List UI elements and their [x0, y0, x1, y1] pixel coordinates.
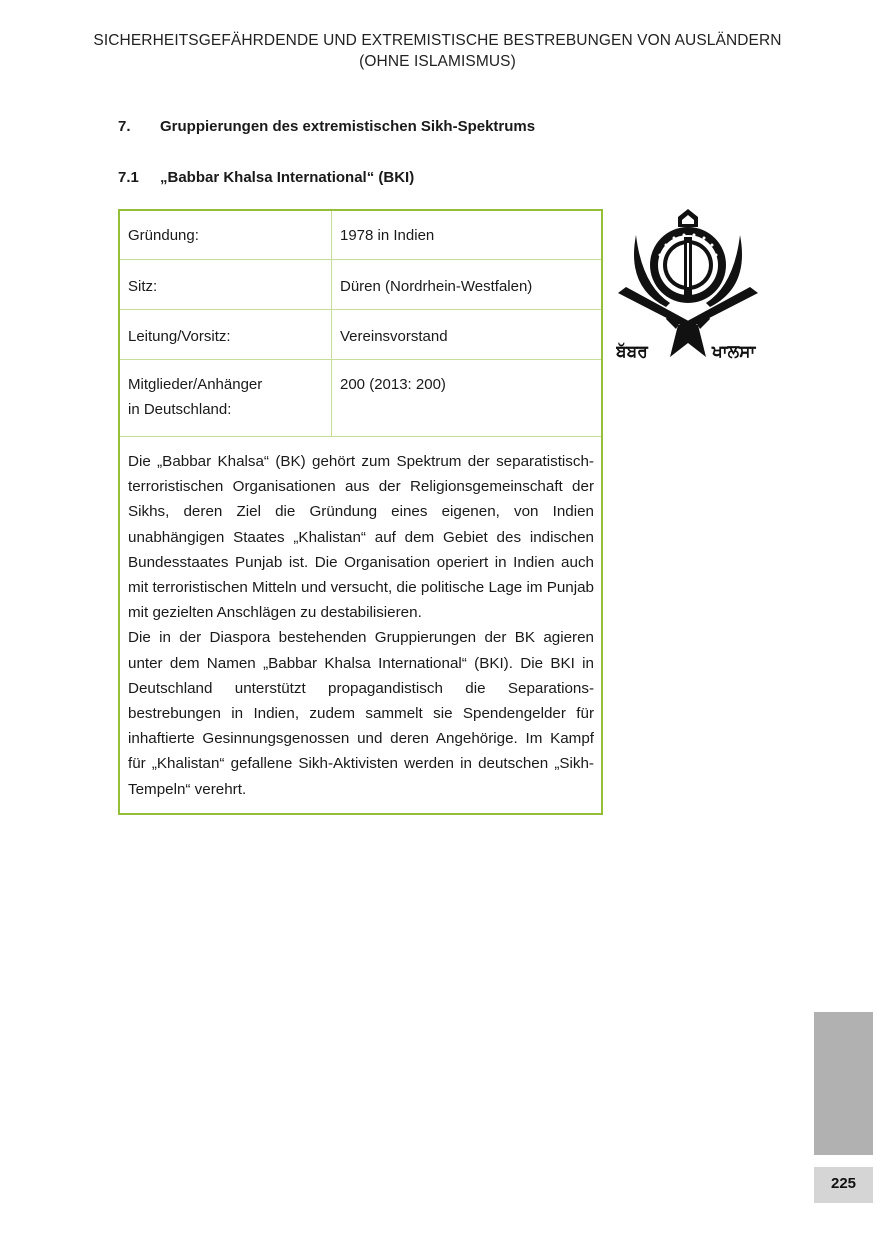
running-header-line2: (OHNE ISLAMISMUS)	[359, 53, 516, 70]
fact-label-line1: Mitglieder/Anhänger	[128, 376, 263, 393]
chapter-tab-marker	[814, 1012, 873, 1155]
fact-row-seat	[120, 260, 601, 310]
svg-text:ਖਾਲਸਾ: ਖਾਲਸਾ	[712, 342, 756, 362]
subsection-number: 7.1	[118, 169, 139, 186]
fact-label: Sitz:	[120, 260, 332, 309]
fact-row-leadership	[120, 310, 601, 360]
fact-label-line2: in Deutschland:	[128, 401, 232, 418]
running-header	[60, 30, 815, 72]
running-header-line1: SICHERHEITSGEFÄHRDENDE UND EXTREMISTISCHE BESTREBUNGEN VON AUSLÄNDERN	[93, 32, 782, 49]
section-title: Gruppierungen des extremistischen Sikh-Spektrums	[160, 118, 536, 135]
fact-label	[120, 360, 332, 436]
subsection-title: „Babbar Khalsa International“ (BKI)	[160, 169, 415, 186]
fact-value: 1978 in Indien	[340, 227, 435, 244]
fact-value: Vereinsvorstand	[340, 328, 448, 345]
fact-value: 200 (2013: 200)	[340, 376, 446, 393]
page-number: 225	[814, 1167, 873, 1203]
fact-row-members	[120, 360, 601, 437]
section-number: 7.	[118, 118, 131, 135]
description	[120, 437, 601, 802]
fact-label: Leitung/Vorsitz:	[120, 310, 332, 359]
subsection-heading	[118, 169, 414, 186]
svg-text:ਬੱਬਰ: ਬੱਬਰ	[616, 342, 648, 362]
description-paragraph-2: Die in der Diaspora bestehenden Gruppierungen der BK agieren unter dem Namen „Babbar Khalsa International“ (BKI). Die BKI in Deutschland unterstützt propagandistisch die Separationsbestrebungen in Indien, zudem sammelt sie Spendengelder für inhaftierte Gesinnungsgenossen und deren Angehörige. Im Kampf für „Khalistan“ gefallene Sikh-Aktivisten werden in deutschen „Sikh-Tempeln“ verehrt.	[128, 629, 594, 798]
description-paragraph-1: Die „Babbar Khalsa“ (BK) gehört zum Spektrum der separatistisch-terroristischen Organisationen aus der Religionsgemeinschaft der Sikhs, deren Ziel die Gründung eines eigenen, von Indien unabhängigen Staates „Khalistan“ auf dem Gebiet des indischen Bundesstaates Punjab ist. Die Organisation operiert in Indien auch mit terroristischen Mitteln und versucht, die politische Lage im Punjab mit gezielten Anschlägen zu destabilisieren.	[128, 453, 594, 622]
fact-value: Düren (Nordrhein-Westfalen)	[340, 278, 533, 295]
section-heading	[118, 118, 535, 135]
babbar-khalsa-emblem-icon	[616, 207, 772, 367]
fact-box	[118, 209, 603, 815]
fact-row-founding	[120, 211, 601, 260]
fact-label: Gründung:	[120, 211, 332, 259]
